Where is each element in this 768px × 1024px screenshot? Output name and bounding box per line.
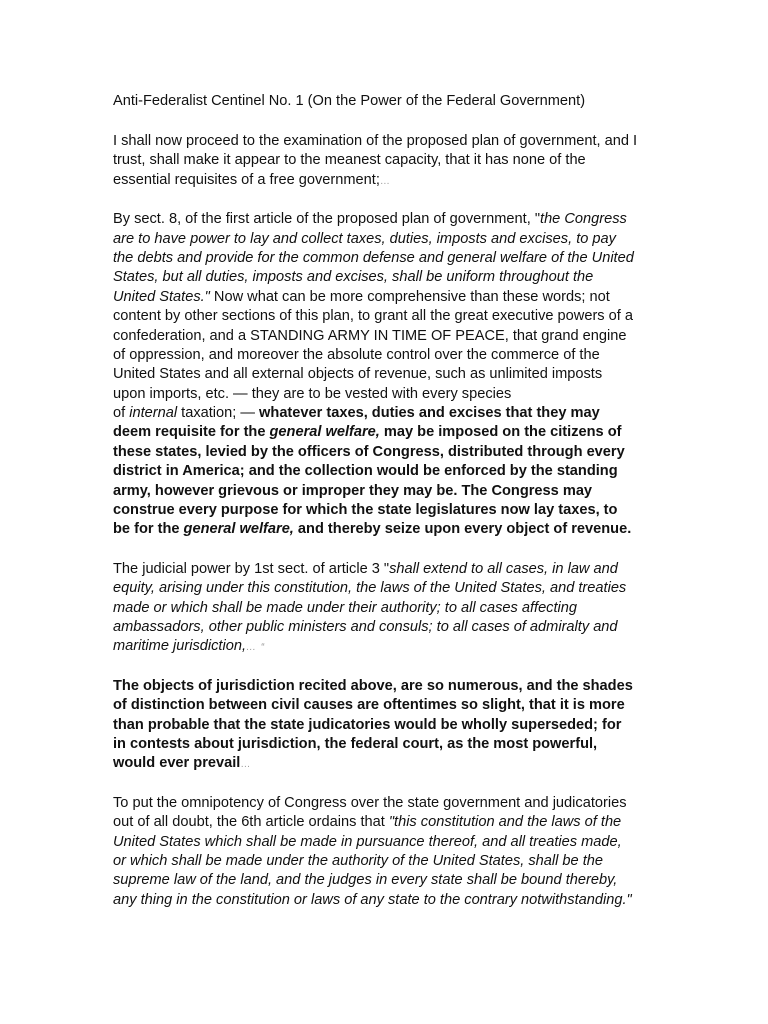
text-line: of oppression, and moreover the absolute control over the commerce of the <box>113 346 600 363</box>
document-page <box>113 92 658 910</box>
text-line: essential requisites of a free government;… <box>113 171 391 188</box>
text-line: construe every purpose for which the state legislatures now lay taxes, to <box>113 502 618 519</box>
ellipsis-mark: … <box>379 175 391 187</box>
paragraph-2 <box>113 210 658 540</box>
text-line: By sect. 8, of the first article of the proposed plan of government, "the Congress <box>113 211 627 228</box>
text-line: supreme law of the land, and the judges in every state shall be bound thereby, <box>113 872 618 889</box>
ellipsis-mark: … <box>240 759 252 771</box>
text-line: The objects of jurisdiction recited above, are so numerous, and the shades <box>113 677 633 694</box>
text-line: made or which shall be made under their authority; to all cases affecting <box>113 599 578 616</box>
text-line: be for the general welfare, and thereby seize upon every object of revenue. <box>113 521 632 538</box>
text-line: trust, shall make it appear to the meanest capacity, that it has none of the <box>113 152 586 169</box>
text-line: would ever prevail… <box>113 755 252 772</box>
text-line: I shall now proceed to the examination of the proposed plan of government, and I <box>113 133 638 149</box>
text-line: in contests about jurisdiction, the federal court, as the most powerful, <box>113 735 598 752</box>
text-line: the debts and provide for the common defense and general welfare of the United <box>113 249 634 266</box>
text-line: out of all doubt, the 6th article ordains that "this constitution and the laws of the <box>113 814 622 831</box>
text-line: of internal taxation; — whatever taxes, duties and excises that they may <box>113 405 600 422</box>
text-line: district in America; and the collection would be enforced by the standing <box>113 463 618 480</box>
text-line: States, but all duties, imposts and excises, shall be uniform throughout the <box>113 269 594 286</box>
document-title: Anti-Federalist Centinel No. 1 (On the Power of the Federal Government) <box>113 93 586 109</box>
text-line: maritime jurisdiction,… “ <box>113 638 266 655</box>
text-line: or which shall be made under the authority of the United States, shall be the <box>113 852 603 869</box>
text-line: army, however grievous or improper they may be. The Congress may <box>113 482 593 499</box>
text-line: these states, levied by the officers of Congress, distributed through every <box>113 443 625 460</box>
text-line: The judicial power by 1st sect. of article 3 "shall extend to all cases, in law and <box>113 560 618 577</box>
text-line: United States which shall be made in pursuance thereof, and all treaties made, <box>113 833 622 850</box>
paragraph-5 <box>113 794 658 910</box>
ellipsis-mark: … “ <box>246 642 266 654</box>
text-line: To put the omnipotency of Congress over the state government and judicatories <box>113 794 627 811</box>
text-line: equity, arising under this constitution, the laws of the United States, and treaties <box>113 580 627 597</box>
text-line: content by other sections of this plan, to grant all the great executive powers of a <box>113 308 634 325</box>
text-line: United States and all external objects of revenue, such as unlimited imposts <box>113 366 603 383</box>
text-line: ambassadors, other public ministers and consuls; to all cases of admiralty and <box>113 618 618 635</box>
paragraph-3 <box>113 560 658 657</box>
paragraph-4 <box>113 677 658 774</box>
text-line: any thing in the constitution or laws of any state to the contrary notwithstanding." <box>113 891 632 908</box>
text-line: are to have power to lay and collect taxes, duties, imposts and excises, to pay <box>113 230 616 247</box>
paragraph-1 <box>113 132 658 190</box>
text-line: deem requisite for the general welfare, may be imposed on the citizens of <box>113 424 622 441</box>
text-line: confederation, and a STANDING ARMY IN TIME OF PEACE, that grand engine <box>113 327 627 344</box>
text-line: than probable that the state judicatories would be wholly superseded; for <box>113 716 622 733</box>
text-line: United States." Now what can be more comprehensive than these words; not <box>113 288 610 305</box>
text-line: of distinction between civil causes are oftentimes so slight, that it is more <box>113 697 625 714</box>
text-line: upon imports, etc. — they are to be vested with every species <box>113 385 512 402</box>
